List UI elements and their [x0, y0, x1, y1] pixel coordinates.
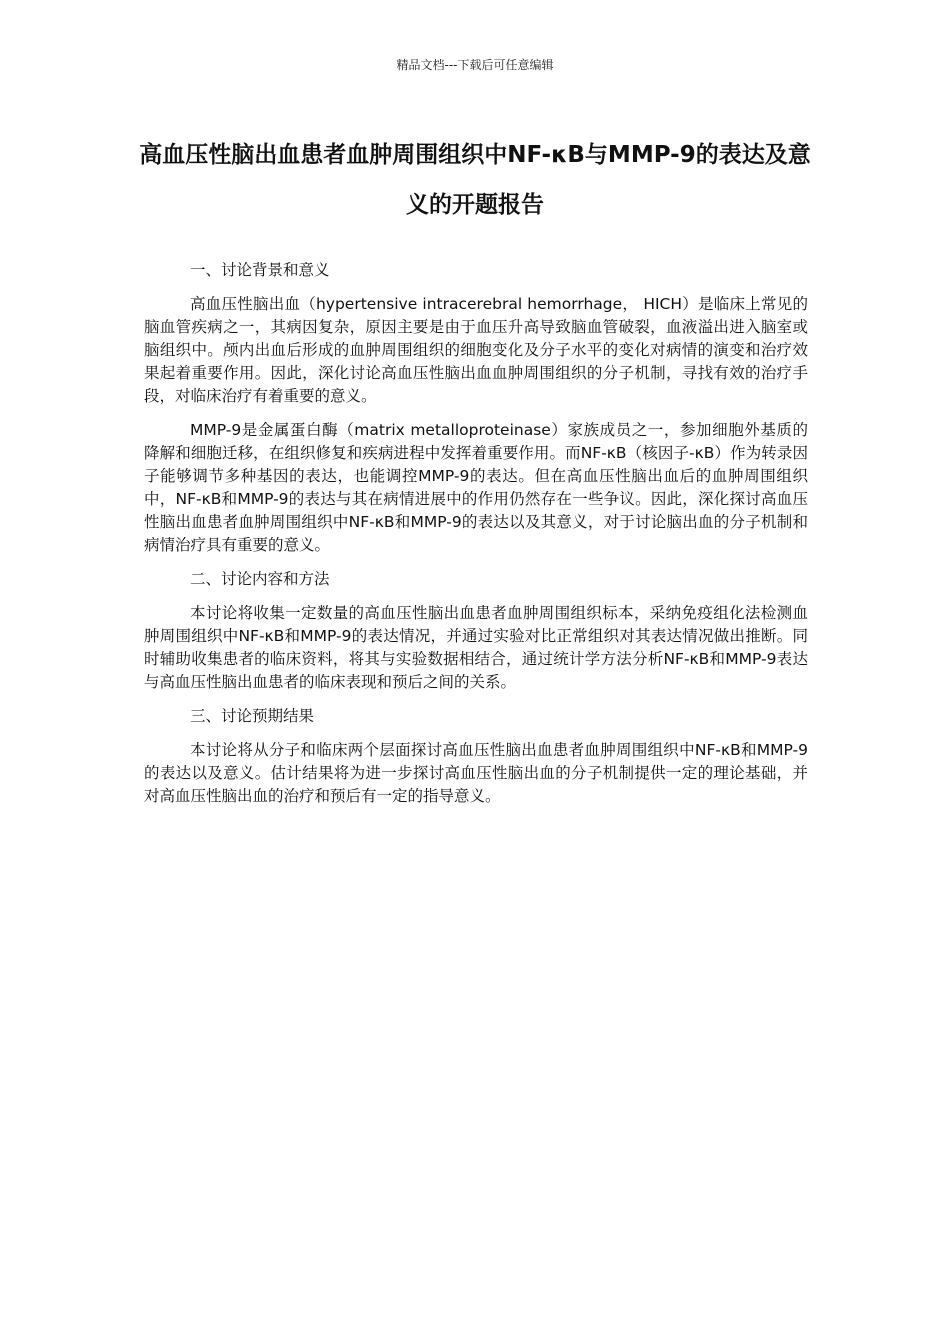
section-expected-results — [144, 705, 808, 808]
page-header: 精品文档---下载后可任意编辑 — [396, 58, 554, 72]
section-background — [144, 259, 808, 557]
section-heading: 二、讨论内容和方法 — [190, 570, 330, 588]
document-title: 高血压性脑出血患者血肿周围组织中NF-κB与MMP-9的表达及意义的开题报告 — [139, 142, 811, 218]
paragraph: 本讨论将收集一定数量的高血压性脑出血患者血肿周围组织标本，采纳免疫组化法检测血肿周围组织中NF-κB和MMP-9的表达情况，并通过实验对比正常组织对其表达情况做出推断。同时辅助收集患者的临床资料，将其与实验数据相结合，通过统计学方法分析NF-κB和MMP-9表达与高血压性脑出血患者的临床表现和预后之间的关系。 — [144, 604, 808, 691]
paragraph: 本讨论将从分子和临床两个层面探讨高血压性脑出血患者血肿周围组织中NF-κB和MMP-9的表达以及意义。估计结果将为进一步探讨高血压性脑出血的分子机制提供一定的理论基础，并对高血压性脑出血的治疗和预后有一定的指导意义。 — [144, 741, 808, 805]
section-heading: 一、讨论背景和意义 — [190, 261, 330, 279]
paragraph: 高血压性脑出血（hypertensive intracerebral hemorrhage， HICH）是临床上常见的脑血管疾病之一，其病因复杂，原因主要是由于血压升高导致脑血管破裂，血液溢出进入脑室或脑组织中。颅内出血后形成的血肿周围组织的细胞变化及分子水平的变化对病情的演变和治疗效果起着重要作用。因此，深化讨论高血压性脑出血血肿周围组织的分子机制，寻找有效的治疗手段，对临床治疗有着重要的意义。 — [144, 295, 808, 405]
document-body — [144, 259, 808, 819]
paragraph: MMP-9是金属蛋白酶（matrix metalloproteinase）家族成员之一，参加细胞外基质的降解和细胞迁移，在组织修复和疾病进程中发挥着重要作用。而NF-κB（核因子-κB）作为转录因子能够调节多种基因的表达，也能调控MMP-9的表达。但在高血压性脑出血后的血肿周围组织中，NF-κB和MMP-9的表达与其在病情进展中的作用仍然存在一些争议。因此，深化探讨高血压性脑出血患者血肿周围组织中NF-κB和MMP-9的表达以及其意义，对于讨论脑出血的分子机制和病情治疗具有重要的意义。 — [144, 421, 808, 554]
section-heading: 三、讨论预期结果 — [190, 707, 315, 725]
section-methods — [144, 568, 808, 694]
